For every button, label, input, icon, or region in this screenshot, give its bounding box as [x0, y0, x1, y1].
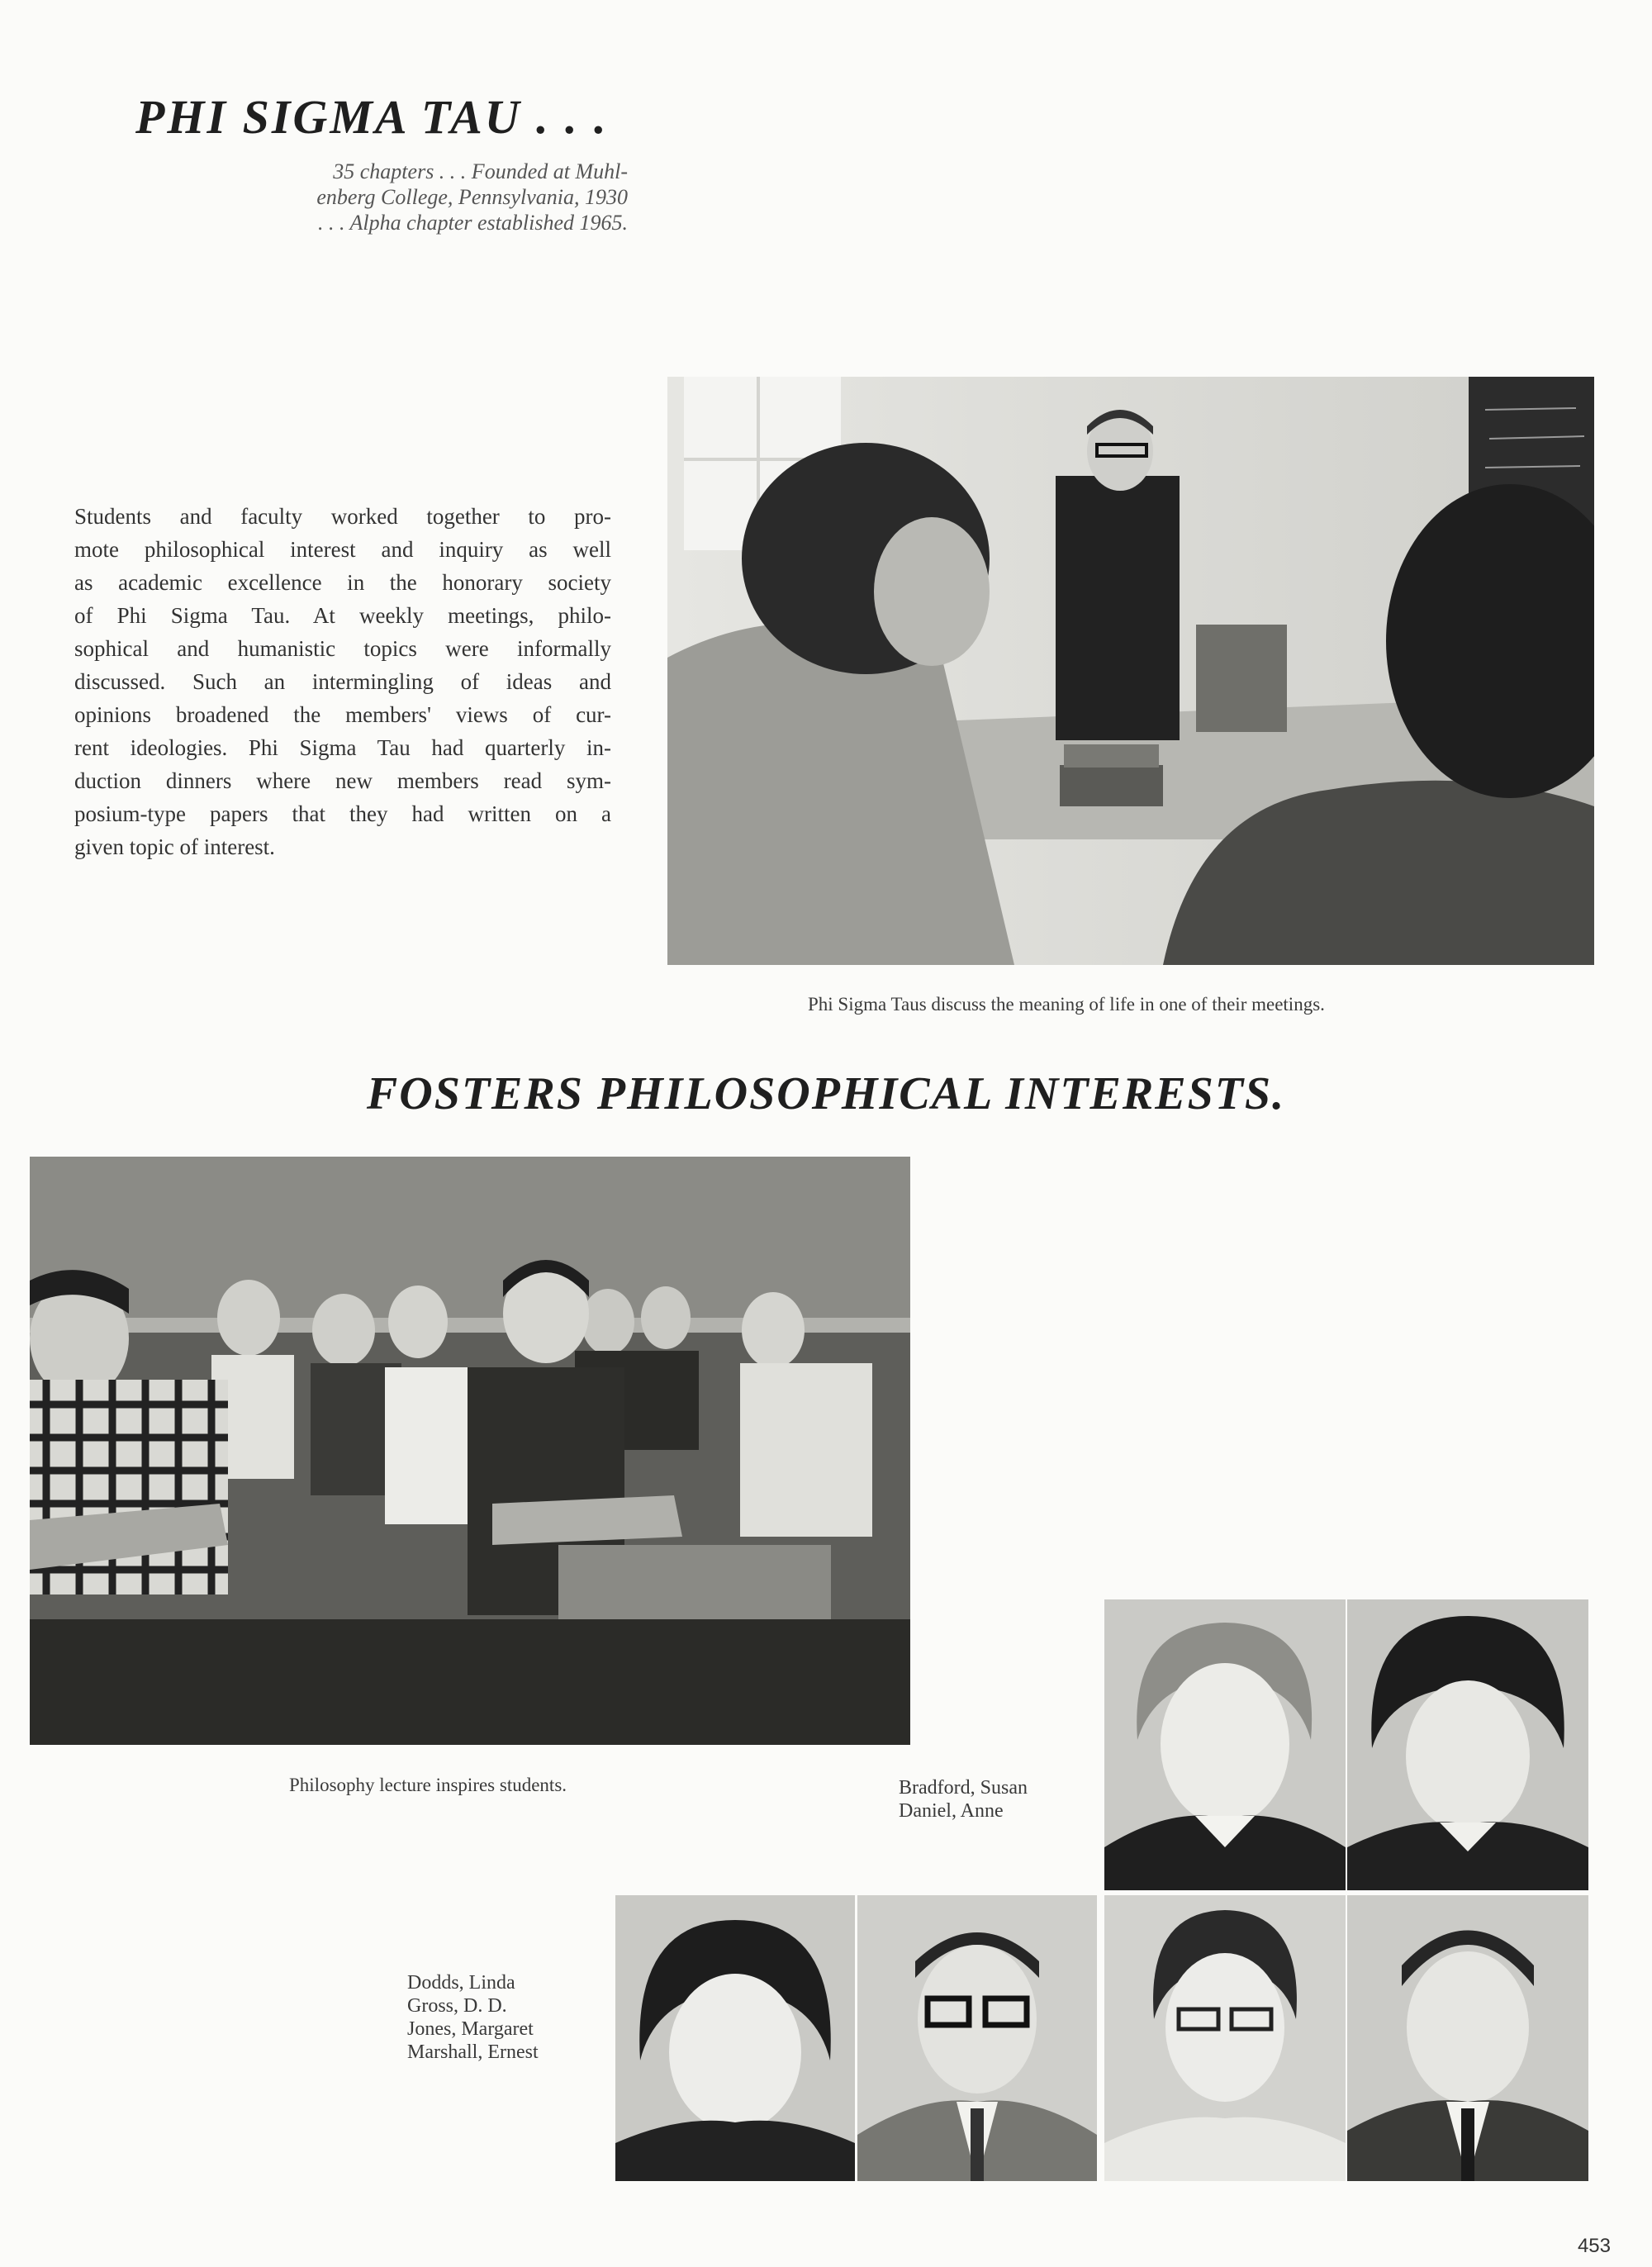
portrait-gross [857, 1895, 1097, 2181]
fact-line: enberg College, Pennsylvania, 1930 [316, 185, 628, 209]
body-line: mote philosophical interest and inquiry as well [74, 537, 611, 562]
body-line: posium-type papers that they had written on a [74, 801, 611, 826]
portrait-dodds [615, 1895, 855, 2181]
portrait-name: Jones, Margaret [407, 2018, 534, 2040]
body-line: duction dinners where new members read sym- [74, 768, 611, 793]
section-title: PHI SIGMA TAU . . . [135, 90, 609, 144]
body-line: of Phi Sigma Tau. At weekly meetings, philo- [74, 603, 611, 628]
portrait-name: Marshall, Ernest [407, 2041, 539, 2063]
portrait-name: Dodds, Linda [407, 1972, 515, 1994]
meeting-photo-caption: Phi Sigma Taus discuss the meaning of life in one of their meetings. [808, 994, 1325, 1015]
fact-line: 35 chapters . . . Founded at Muhl- [333, 159, 628, 183]
portrait-daniel [1347, 1599, 1588, 1890]
body-line: sophical and humanistic topics were informally [74, 636, 611, 661]
portrait-marshall [1347, 1895, 1588, 2181]
meeting-photo [667, 377, 1594, 965]
portrait-bradford [1104, 1599, 1346, 1890]
lecture-photo [30, 1157, 910, 1745]
body-line: given topic of interest. [74, 834, 275, 859]
portrait-names-bottom [407, 1971, 539, 2064]
body-paragraph [74, 500, 611, 863]
lecture-photo-caption: Philosophy lecture inspires students. [289, 1775, 567, 1795]
portrait-jones [1104, 1895, 1346, 2181]
body-line: Students and faculty worked together to pro- [74, 504, 611, 529]
portrait-names-top [899, 1776, 1028, 1823]
portrait-name: Daniel, Anne [899, 1800, 1004, 1822]
fact-line: . . . Alpha chapter established 1965. [317, 211, 628, 235]
portrait-name: Gross, D. D. [407, 1995, 507, 2017]
body-line: opinions broadened the members' views of cur- [74, 702, 611, 727]
body-line: rent ideologies. Phi Sigma Tau had quarterly in- [74, 735, 611, 760]
portrait-name: Bradford, Susan [899, 1777, 1028, 1799]
page-number: 453 [1577, 2235, 1611, 2257]
chapter-facts [223, 159, 628, 235]
headline: FOSTERS PHILOSOPHICAL INTERESTS. [366, 1068, 1286, 1119]
body-line: discussed. Such an intermingling of ideas and [74, 669, 611, 694]
body-line: as academic excellence in the honorary society [74, 570, 611, 595]
